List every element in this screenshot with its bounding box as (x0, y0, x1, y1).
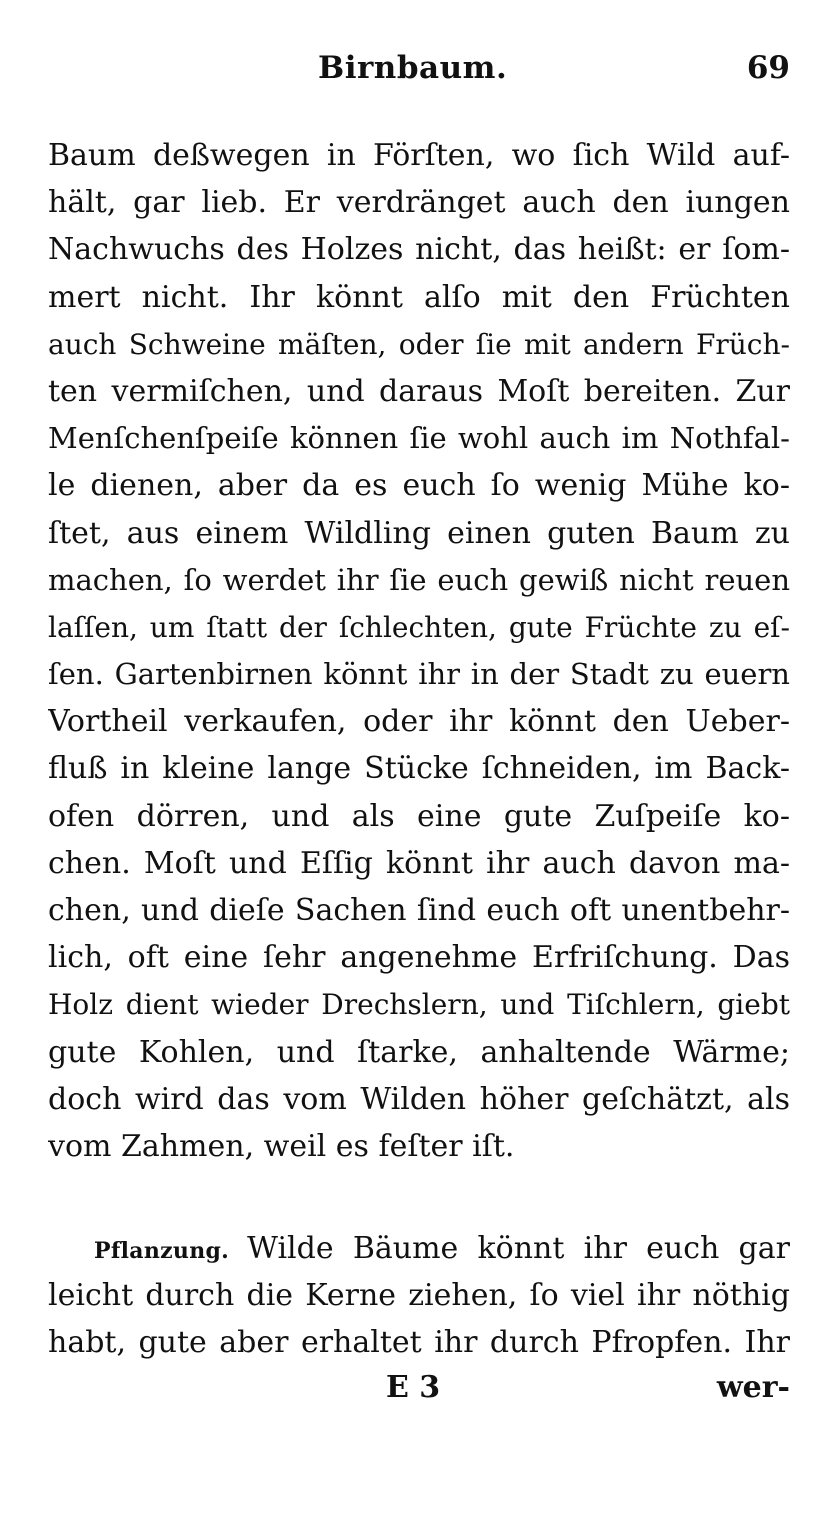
text-line: leicht durch die Kerne ziehen, ſo viel ihr nöthig (48, 1278, 790, 1314)
text-line: laſſen, um ſtatt der ſchlechten, gute Früchte zu eſ- (48, 610, 790, 644)
text-line: chen, und dieſe Sachen ſind euch oft unentbehr- (48, 893, 790, 928)
text-line: ſtet, aus einem Wildling einen guten Baum zu (48, 515, 790, 551)
catchword: wer- (716, 1370, 790, 1405)
text-line: le dienen, aber da es euch ſo wenig Mühe ko- (48, 468, 790, 504)
text-line: Menſchenſpeiſe können ſie wohl auch im Nothfal- (48, 421, 790, 456)
text-line: Nachwuchs des Holzes nicht, das heißt: er ſom- (48, 232, 790, 268)
paragraph-pflanzung (48, 1225, 790, 1367)
text-line: ſen. Gartenbirnen könnt ihr in der Stadt zu euern (48, 657, 790, 692)
text-line: mert nicht. Ihr könnt alſo mit den Früchten (48, 279, 790, 315)
text-line: doch wird das vom Wilden höher geſchätzt, als (48, 1081, 790, 1117)
text-line: chen. Moſt und Eſſig könnt ihr auch davon ma- (48, 845, 790, 881)
text-line: Holz dient wieder Drechslern, und Tiſchlern, giebt (48, 988, 790, 1022)
signature-mark: E 3 (386, 1370, 441, 1405)
text-line: habt, gute aber erhaltet ihr durch Pfropfen. Ihr (48, 1325, 790, 1361)
text-line: gute Kohlen, und ſtarke, anhaltende Wärme; (48, 1034, 790, 1070)
text-line: ten vermiſchen, und daraus Moſt bereiten. Zur (48, 373, 790, 409)
text-line: auch Schweine mäſten, oder ſie mit andern Früch- (48, 327, 790, 361)
text-line: hält, gar lieb. Er verdränget auch den iungen (48, 185, 790, 221)
text-line: lich, oft eine ſehr angenehme Erfriſchung. Das (48, 940, 790, 976)
text-line: Vortheil verkaufen, oder ihr könnt den Ueber- (48, 704, 790, 740)
text-line-with-margin-note (48, 1225, 790, 1272)
text-line: fluß in kleine lange Stücke ſchneiden, im Back- (48, 751, 790, 787)
text-line: ofen dörren, und als eine gute Zuſpeiſe ko- (48, 798, 790, 834)
page-footer (48, 1370, 790, 1420)
text-line: machen, ſo werdet ihr ſie euch gewiß nicht reuen (48, 562, 790, 597)
page-header (48, 50, 790, 100)
running-title: Birnbaum. (318, 50, 508, 86)
text-line: vom Zahmen, weil es feſter iſt. (48, 1128, 515, 1164)
text-line: Baum deßwegen in Förſten, wo ſich Wild auf- (48, 138, 790, 173)
paragraph-body (48, 132, 790, 1170)
margin-note: Pflanzung. (94, 1238, 230, 1264)
text-line-rest: Wilde Bäume könnt ihr euch gar (247, 1231, 790, 1266)
page-number: 69 (746, 50, 790, 86)
